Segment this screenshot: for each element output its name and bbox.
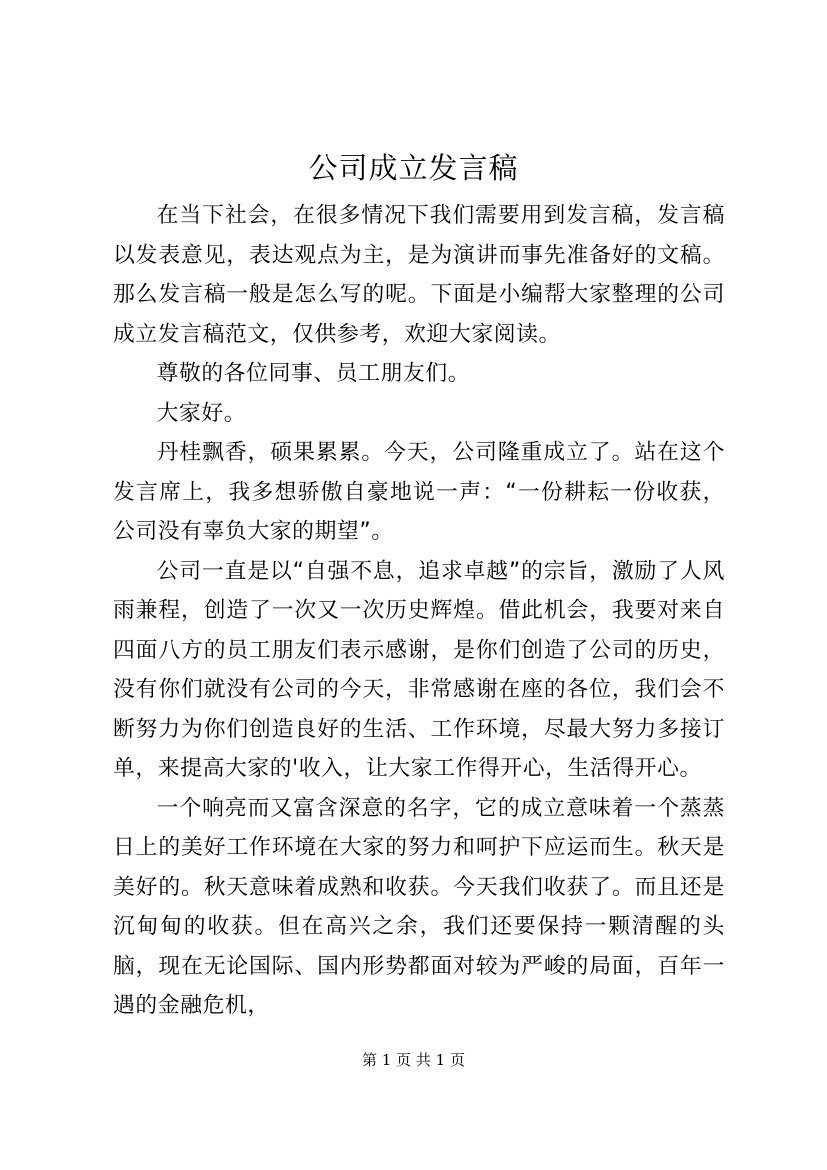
document-title: 公司成立发言稿 [308,151,519,185]
paragraph-opening: 丹桂飘香，硕果累累。今天，公司隆重成立了。站在这个发言席上，我多想骄傲自豪地说一声：“一份耕耘一份收获，公司没有辜负大家的期望”。 [113,440,725,544]
paragraph-intro: 在当下社会，在很多情况下我们需要用到发言稿，发言稿以发表意见，表达观点为主，是为演讲而事先准备好的文稿。那么发言稿一般是怎么写的呢。下面是小编帮大家整理的公司成立发言稿范文，仅供参考，欢迎大家阅读。 [113,203,725,347]
document-body [113,196,725,1026]
paragraph-outlook: 一个响亮而又富含深意的名字，它的成立意味着一个蒸蒸日上的美好工作环境在大家的努力和呵护下应运而生。秋天是美好的。秋天意味着成熟和收获。今天我们收获了。而且还是沉甸甸的收获。但在高兴之余，我们还要保持一颗清醒的头脑，现在无论国际、国内形势都面对较为严峻的局面，百年一遇的金融危机， [113,795,725,1018]
page-footer: 第 1 页 共 1 页 [362,1051,465,1069]
paragraph-thanks: 公司一直是以“自强不息，追求卓越”的宗旨，激励了人风雨兼程，创造了一次又一次历史辉煌。借此机会，我要对来自四面八方的员工朋友们表示感谢，是你们创造了公司的历史，没有你们就没有公司的今天，非常感谢在座的各位，我们会不断努力为你们创造良好的生活、工作环境，尽最大努力多接订单，来提高大家的'收入，让大家工作得开心，生活得开心。 [113,558,725,781]
paragraph-salutation: 尊敬的各位同事、员工朋友们。 [156,361,471,386]
paragraph-greeting: 大家好。 [156,400,247,426]
